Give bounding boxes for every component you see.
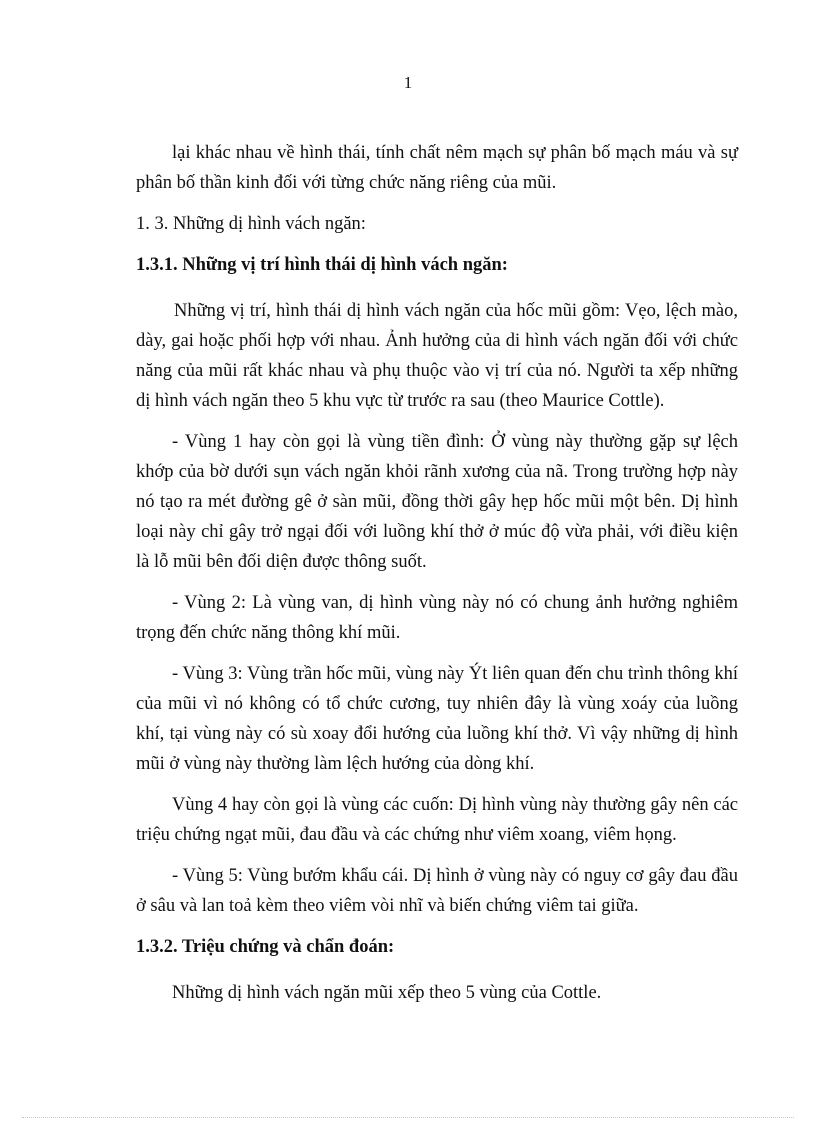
- paragraph: Những vị trí, hình thái dị hình vách ngăn của hốc mũi gồm: Vẹo, lệch mào, dày, gai hoặc phối hợp với nhau. Ảnh hưởng của di hình vách ngăn đối với chức năng của mũi rất khác nhau và phụ thuộc vào vị trí của nó. Người ta xếp những dị hình vách ngăn theo 5 khu vực từ trước ra sau (theo Maurice Cottle).: [136, 301, 738, 411]
- paragraph: - Vùng 1 hay còn gọi là vùng tiền đình: Ở vùng này thường gặp sự lệch khớp của bờ dưới sụn vách ngăn khỏi rãnh xương của nã. Trong trường hợp này nó tạo ra mét đường gê ở sàn mũi, đồng thời gây hẹp hốc mũi một bên. Dị hình loại này chỉ gây trở ngại đối với luồng khí thở ở múc độ vừa phải, với điều kiện là lỗ mũi bên đối diện được thông suốt.: [136, 432, 738, 572]
- page-bottom-divider: [22, 1117, 794, 1118]
- paragraph: - Vùng 2: Là vùng van, dị hình vùng này nó có chung ảnh hưởng nghiêm trọng đến chức năng thông khí mũi.: [136, 593, 738, 643]
- paragraph: Vùng 4 hay còn gọi là vùng các cuốn: Dị hình vùng này thường gây nên các triệu chứng ngạt mũi, đau đầu và các chứng như viêm xoang, viêm họng.: [136, 795, 738, 845]
- paragraph: lại khác nhau về hình thái, tính chất nêm mạch sự phân bố mạch máu và sự phân bố thần kinh đối với từng chức năng riêng của mũi.: [136, 143, 738, 193]
- paragraph: Những dị hình vách ngăn mũi xếp theo 5 vùng của Cottle.: [172, 983, 602, 1003]
- section-heading-1-3-2: 1.3.2. Triệu chứng và chẩn đoán:: [136, 937, 395, 957]
- page-number: 1: [403, 73, 413, 92]
- paragraph: - Vùng 3: Vùng trần hốc mũi, vùng này Ýt liên quan đến chu trình thông khí của mũi vì nó không có tổ chức cương, tuy nhiên đây là vùng xoáy của luồng khí, tại vùng này có sù xoay đổi hướng của luồng khí thở. Vì vậy những dị hình mũi ở vùng này thường làm lệch hướng của dòng khí.: [136, 664, 738, 774]
- paragraph: - Vùng 5: Vùng bướm khẩu cái. Dị hình ở vùng này có nguy cơ gây đau đầu ở sâu và lan toả kèm theo viêm vòi nhĩ và biến chứng viêm tai giữa.: [136, 866, 738, 916]
- document-body: [136, 138, 738, 1019]
- section-heading-1-3-1: 1.3.1. Những vị trí hình thái dị hình vách ngăn:: [136, 255, 508, 275]
- section-heading-1-3: 1. 3. Những dị hình vách ngăn:: [136, 214, 366, 234]
